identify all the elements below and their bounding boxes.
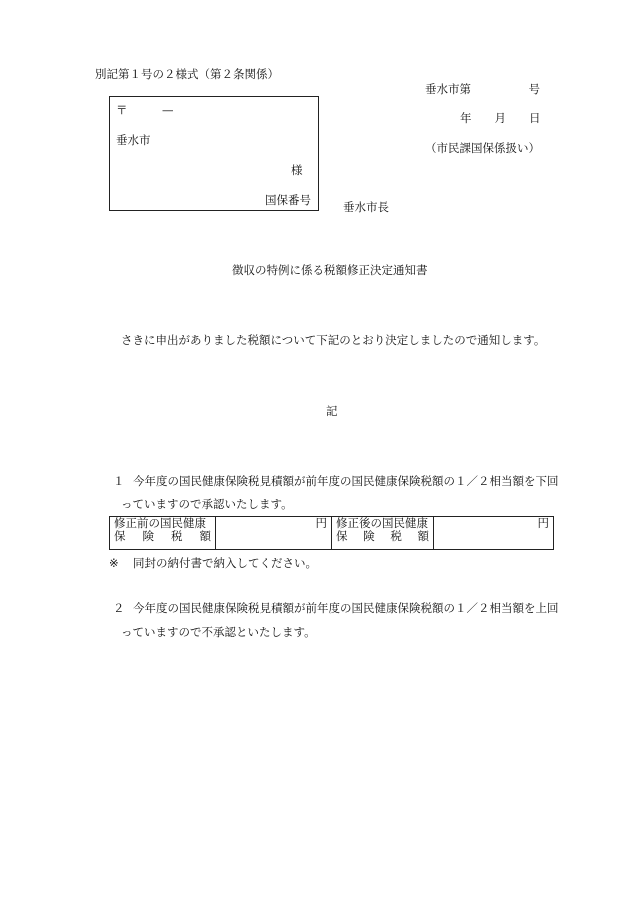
item2-line2: っていますので不承認といたします。 — [121, 625, 316, 639]
item2-number: ２ — [113, 601, 125, 615]
after-label-line2: 保 険 税 額 — [336, 528, 429, 543]
kokuho-number-label: 国保番号 — [265, 193, 311, 207]
postal-dash: — — [162, 103, 174, 117]
department-note: （市民課国保係扱い） — [425, 141, 540, 155]
note-text: 同封の納付書で納入してください。 — [133, 556, 317, 570]
address-box — [109, 96, 319, 211]
before-amount-label — [110, 517, 216, 550]
postal-mark: 〒 — [116, 103, 128, 117]
form-id: 別記第１号の２様式（第２条関係） — [95, 67, 279, 81]
item1-number: １ — [113, 474, 125, 488]
document-title: 徴収の特例に係る税額修正決定通知書 — [232, 263, 428, 277]
before-label-line1: 修正前の国民健康 — [114, 516, 206, 530]
before-label-line2: 保 険 税 額 — [114, 528, 211, 543]
item2-line1: 今年度の国民健康保険税見積額が前年度の国民健康保険税額の１／２相当額を上回 — [133, 601, 559, 615]
after-yen-unit: 円 — [537, 516, 549, 530]
addressee-honorific: 様 — [291, 163, 303, 177]
address-city: 垂水市 — [116, 133, 151, 147]
before-amount-value — [216, 517, 332, 550]
after-label-line1: 修正後の国民健康 — [336, 516, 428, 530]
after-amount-label — [332, 517, 434, 550]
item1-line1: 今年度の国民健康保険税見積額が前年度の国民健康保険税額の１／２相当額を下回 — [133, 474, 559, 488]
amount-table — [109, 516, 554, 550]
issue-date: 年 月 日 — [460, 111, 541, 125]
intro-text: さきに申出がありました税額について下記のとおり決定しましたので通知します。 — [121, 333, 546, 347]
record-heading: 記 — [326, 404, 338, 418]
after-amount-value — [434, 517, 554, 550]
item1-line2: っていますので承認いたします。 — [121, 497, 293, 511]
before-yen-unit: 円 — [315, 516, 327, 530]
document-number: 垂水市第 号 — [425, 82, 540, 96]
note-mark: ※ — [109, 556, 119, 570]
issuer-mayor: 垂水市長 — [343, 200, 389, 214]
